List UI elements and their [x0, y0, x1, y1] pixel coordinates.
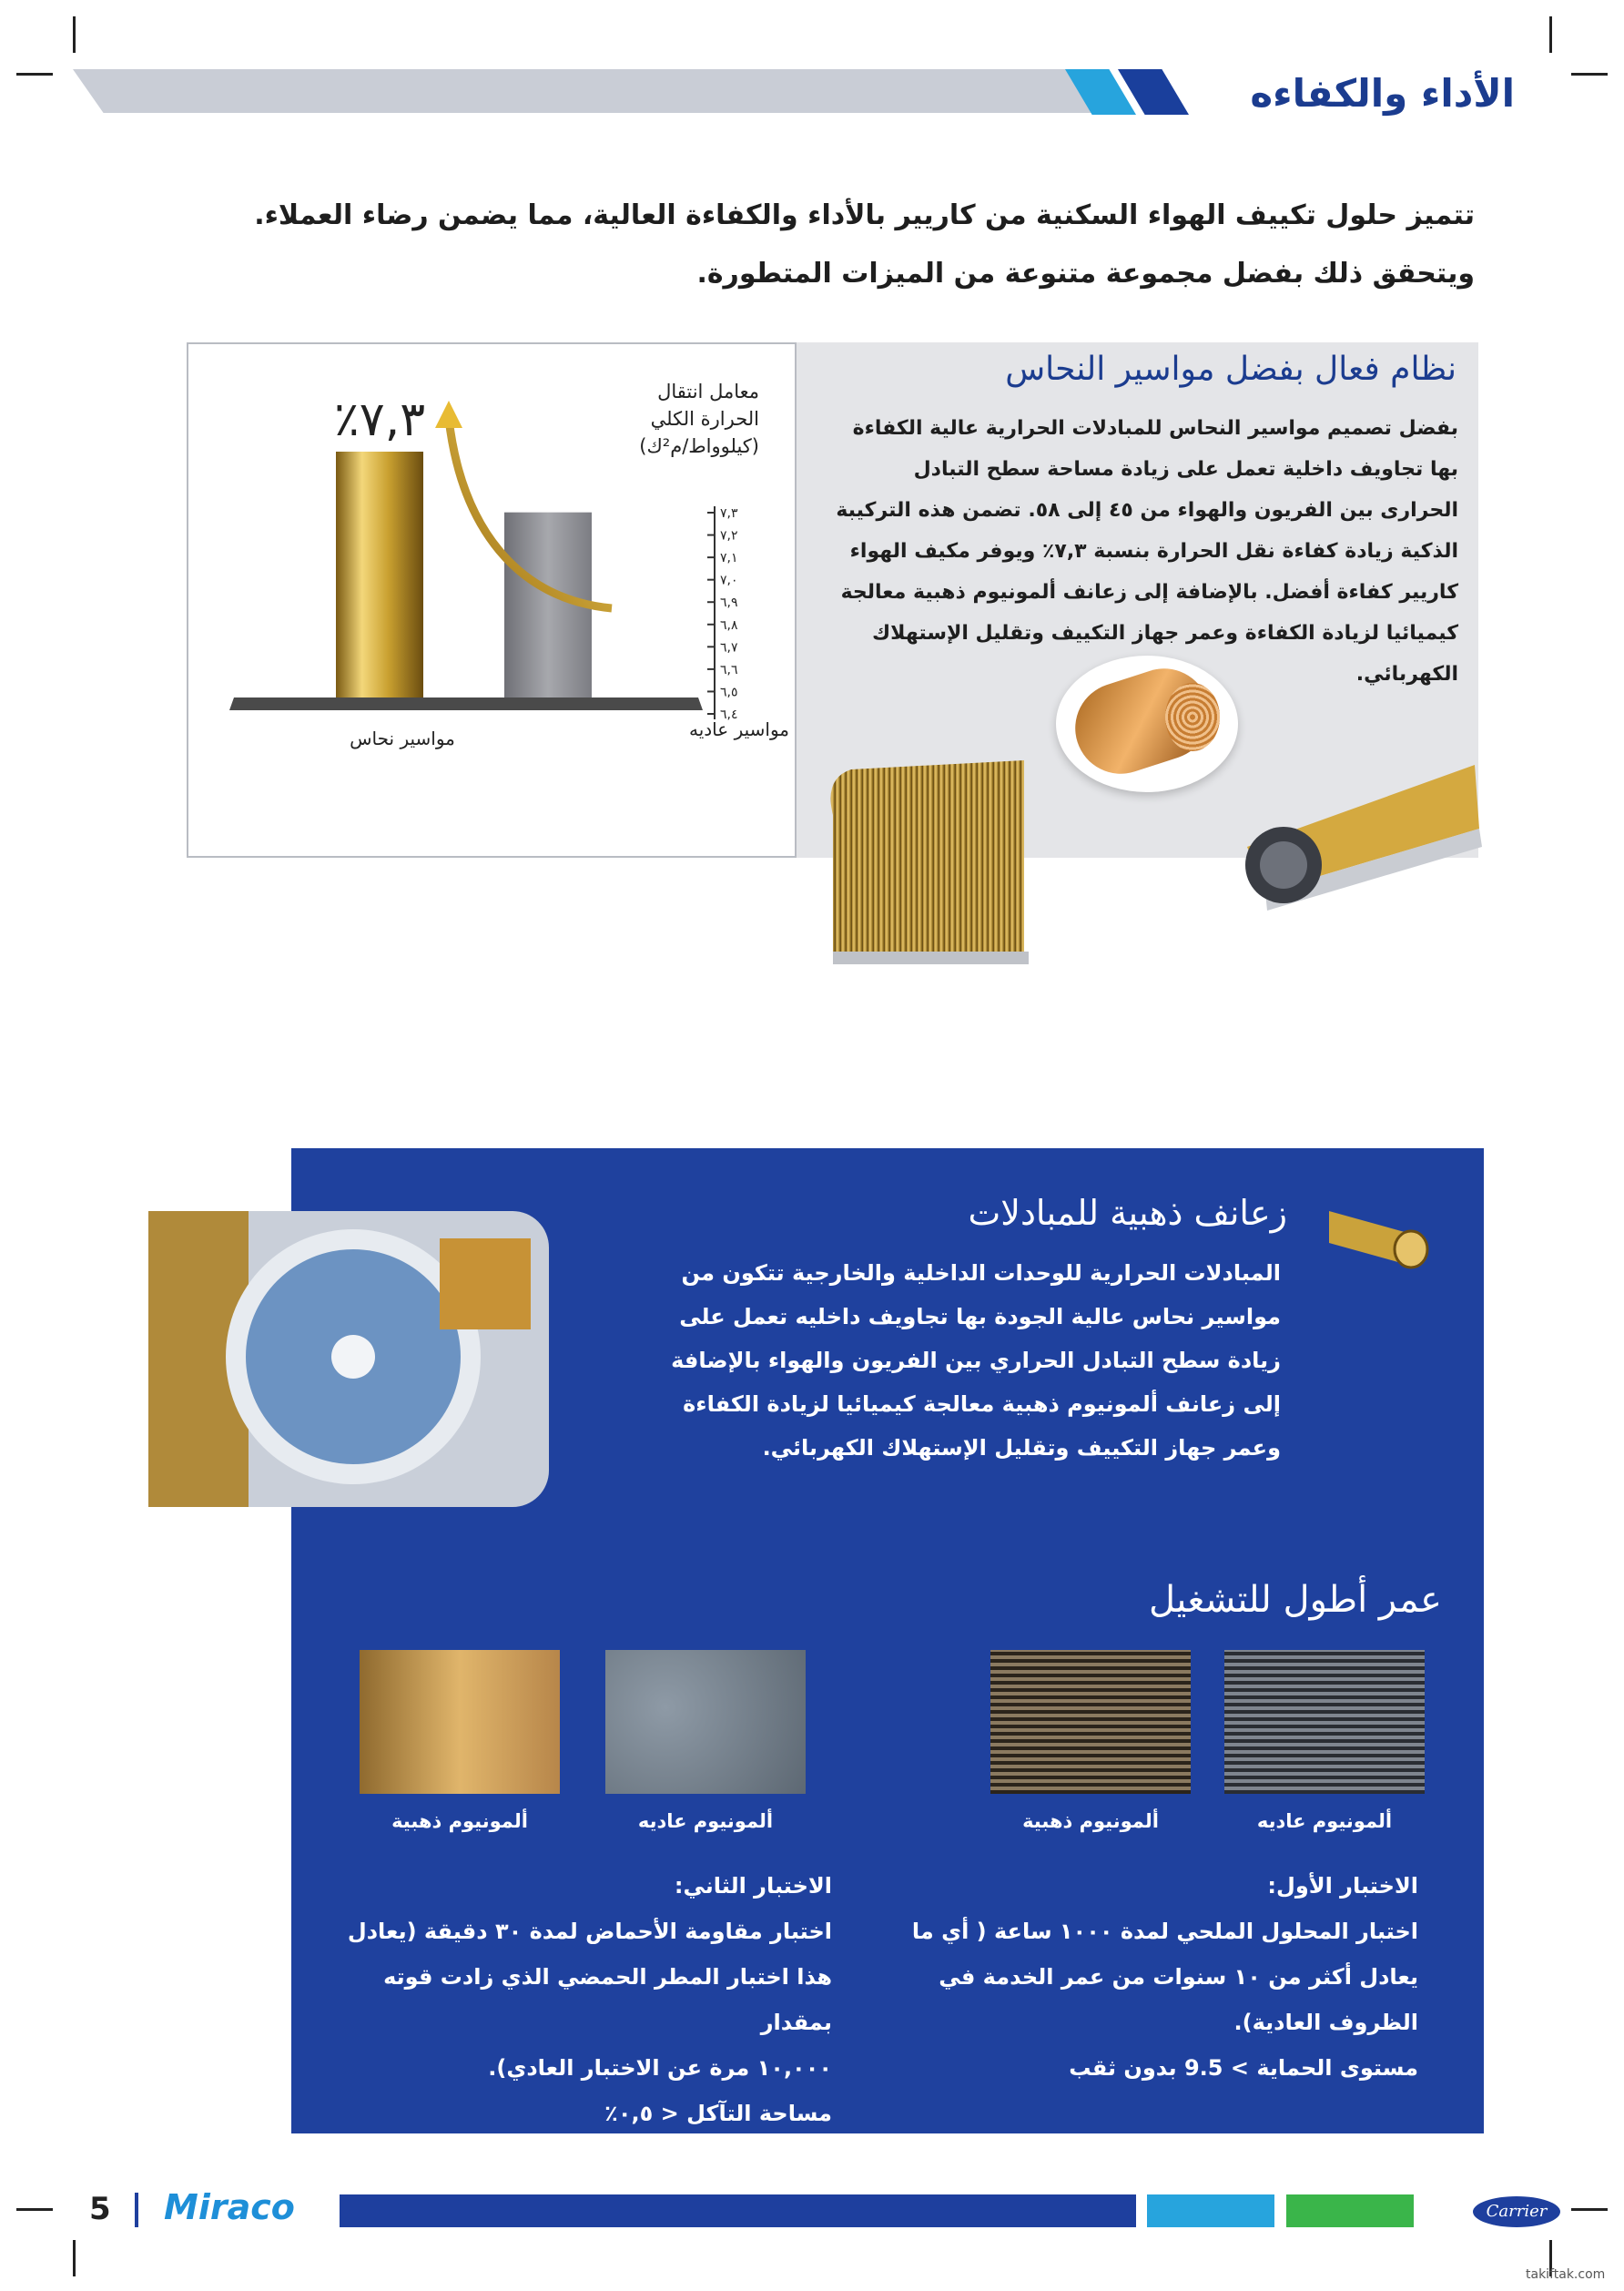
footer-bar-blue	[340, 2194, 1136, 2227]
test2-line: اختبار مقاومة الأحماض لمدة ٣٠ دقيقة (يعادل	[347, 1919, 832, 1944]
trend-arrow-head	[435, 401, 462, 428]
test2-line: ١٠,٠٠٠ مرة عن الاختبار العادي).	[488, 2055, 832, 2081]
y-tick-label: ٧,١	[720, 551, 738, 566]
header-band	[73, 69, 1092, 113]
test1-line: الظروف العادية).	[1233, 2010, 1418, 2035]
copper-heading: نظام فعال بفضل مواسير النحاس	[1005, 351, 1457, 388]
test1-title: الاختبار الأول:	[1267, 1873, 1418, 1899]
crop-mark	[73, 2240, 76, 2276]
sample-label: ألمونيوم ذهبية	[391, 1810, 528, 1832]
footer-bar-light-blue	[1147, 2194, 1274, 2227]
sample-label: ألمونيوم عاديه	[637, 1810, 774, 1832]
x-label-regular: مواسير عاديه	[688, 718, 790, 740]
outdoor-unit-fan-image	[139, 1188, 558, 1525]
test2-block	[322, 1863, 832, 2136]
carrier-logo: Carrier	[1473, 2196, 1560, 2227]
test1-line: مستوى الحماية > 9.5 بدون ثقب	[1069, 2055, 1418, 2081]
y-tick-label: ٦,٨	[720, 617, 738, 633]
test2-line: هذا اختبار المطر الحمضي الذي زادت قوته بمقدار	[383, 1964, 832, 2035]
sample-label: ألمونيوم عاديه	[1256, 1810, 1393, 1832]
fins-description: المبادلات الحرارية للوحدات الداخلية والخارجية تتكون من مواسير نحاس عالية الجودة بها تجاويف داخليه تعمل على زيادة سطح التبادل الحراري بين الفريون والهواء بالإضافة إلى زعانف ألمونيوم ذهبية معالجة كيميائيا لزيادة الكفاءة وعمر جهاز التكييف وتقليل الإستهلاك الكهربائي.	[671, 1260, 1281, 1461]
bar-copper-pipes	[336, 452, 423, 697]
sample-label: ألمونيوم ذهبية	[1022, 1810, 1159, 1832]
sample-image-regular-aluminum-acid	[605, 1650, 806, 1794]
sample-image-gold-aluminum	[990, 1650, 1191, 1794]
page-number: 5	[89, 2191, 111, 2227]
y-tick-label: ٦,٩	[720, 596, 738, 611]
y-tick-label: ٦,٥	[720, 685, 738, 700]
percent-annotation: ٪٧,٣	[333, 392, 426, 447]
test2-title: الاختبار الثاني:	[674, 1873, 832, 1899]
test1-block	[908, 1863, 1418, 2091]
sample-image-gold-aluminum-acid	[360, 1650, 560, 1794]
chart-floor	[229, 697, 703, 710]
test2-line: مساحة التآكل < ٠,٥٪	[604, 2101, 832, 2126]
crop-mark	[16, 73, 53, 76]
y-tick-label: ٧,٠	[720, 573, 738, 588]
crop-mark	[73, 16, 76, 53]
test1-line: اختبار المحلول الملحي لمدة ١٠٠٠ ساعة ( أي ما	[911, 1919, 1418, 1944]
sample-image-regular-aluminum	[1224, 1650, 1425, 1794]
crop-mark	[1549, 16, 1552, 53]
footer-divider	[135, 2193, 138, 2227]
y-tick-label: ٦,٦	[720, 662, 738, 677]
copper-description: بفضل تصميم مواسير النحاس للمبادلات الحرارية عالية الكفاءة بها تجاويف داخلية تعمل على زيادة مساحة سطح التبادل الحرارى بين الفريون والهواء من ٤٥ إلى ٥٨. تضمن هذه التركيبة الذكية زيادة كفاءة نقل الحرارة بنسبة ٧,٣٪ ويوفر مكيف الهواء كاريير كفاءة أفضل. بالإضافة إلى زعانف ألمونيوم ذهبية معالجة كيميائيا لزيادة الكفاءة وعمر جهاز التكييف وتقليل الإستهلاك الكهربائي.	[836, 417, 1458, 686]
footer-bar-green	[1286, 2194, 1414, 2227]
watermark: takiftak.com	[1526, 2267, 1606, 2282]
crop-mark	[1571, 73, 1608, 76]
crop-mark	[16, 2208, 53, 2211]
outdoor-coil-image	[824, 742, 1042, 970]
lifetime-heading: عمر أطول للتشغيل	[1148, 1579, 1442, 1621]
gold-fin-icon	[1320, 1193, 1443, 1270]
x-label-copper: مواسير نحاس	[350, 728, 455, 749]
y-axis-title: معامل انتقال الحرارة الكلي (كيلوواط/م²ك)	[639, 381, 759, 457]
y-tick-label: ٦,٧	[720, 640, 738, 656]
intro-paragraph: تتميز حلول تكييف الهواء السكنية من كاريير بالأداء والكفاءة العالية، مما يضمن رضاء العملاء. ويتحقق ذلك بفضل مجموعة متنوعة من الميزات المتطورة.	[254, 199, 1475, 290]
test1-line: يعادل أكثر من ١٠ سنوات من عمر الخدمة في	[939, 1964, 1418, 1990]
fins-heading: زعانف ذهبية للمبادلات	[968, 1193, 1287, 1233]
miraco-logo: Miraco	[164, 2187, 295, 2227]
y-tick-label: ٧,٣	[720, 506, 738, 521]
page-title: الأداء والكفاءه	[1250, 71, 1515, 116]
crop-mark	[1571, 2208, 1608, 2211]
indoor-unit-image	[1211, 747, 1484, 920]
y-tick-label: ٦,٤	[720, 708, 738, 722]
y-tick-label: ٧,٢	[720, 528, 738, 544]
